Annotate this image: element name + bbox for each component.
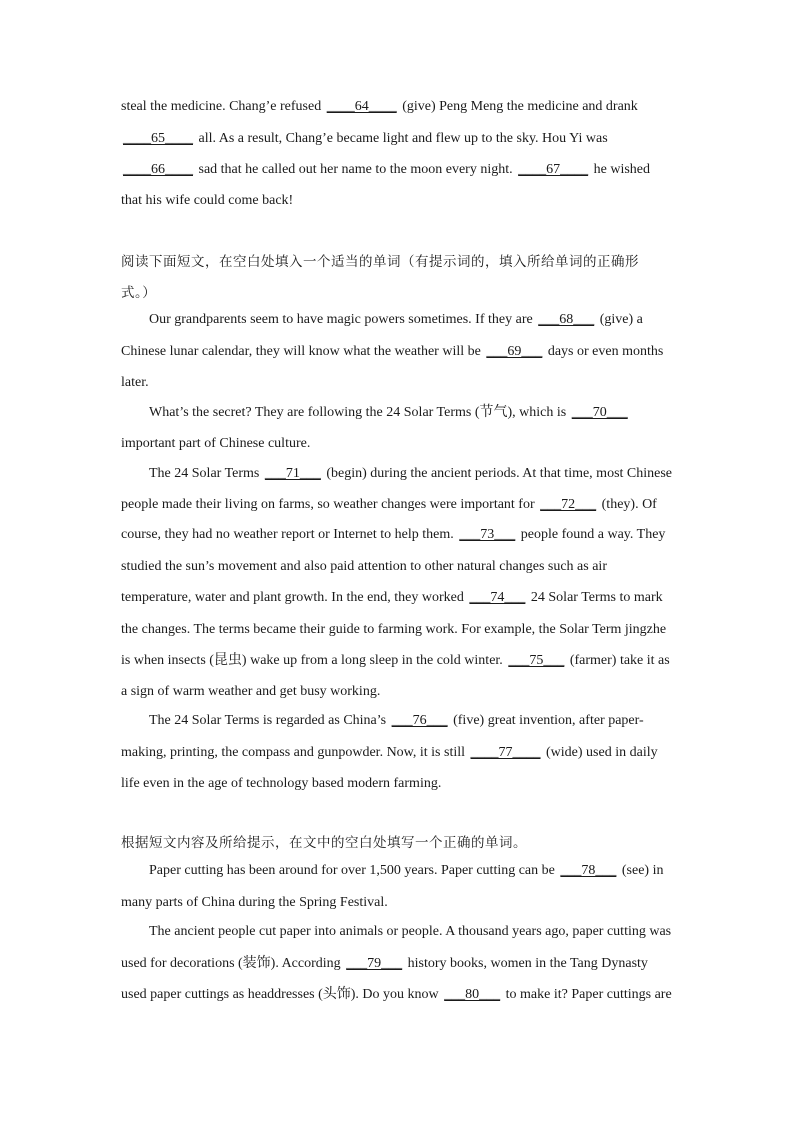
answer-blank[interactable]: ___74___ [469, 590, 526, 605]
answer-blank[interactable]: ___73___ [459, 527, 516, 542]
text-segment: days or even months [544, 344, 664, 359]
text-line [121, 774, 681, 794]
text-segment: (they). Of [598, 497, 657, 512]
text-segment: Paper cutting has been around for over 1,500 years. Paper cutting can be [149, 863, 559, 878]
answer-blank[interactable]: ____77____ [470, 745, 541, 760]
text-segment: What’s the secret? They are following the 24 Solar Terms (节气), which is [149, 405, 570, 420]
text-line [121, 373, 681, 393]
text-segment: 根据短文内容及所给提示，在文中的空白处填写一个正确的单词。 [121, 835, 527, 851]
text-line [121, 620, 681, 640]
text-segment: is when insects (昆虫) wake up from a long sleep in the cold winter. [121, 653, 507, 668]
answer-blank[interactable]: ___69___ [486, 344, 543, 359]
text-line [149, 464, 709, 484]
instruction-line [121, 833, 681, 853]
text-line [121, 191, 681, 211]
text-line [121, 743, 681, 763]
text-segment: The 24 Solar Terms is regarded as China’s [149, 713, 390, 728]
text-line [121, 129, 681, 149]
text-segment: temperature, water and plant growth. In the end, they worked [121, 590, 468, 605]
answer-blank[interactable]: ____67____ [518, 162, 589, 177]
answer-blank[interactable]: ____64____ [326, 99, 397, 114]
text-segment: history books, women in the Tang Dynasty [404, 956, 648, 971]
answer-blank[interactable]: ___79___ [346, 956, 403, 971]
instruction-line [121, 283, 681, 303]
text-line [121, 985, 681, 1005]
text-segment: (farmer) take it as [566, 653, 670, 668]
text-line [149, 310, 709, 330]
text-line [121, 160, 681, 180]
text-line [121, 495, 681, 515]
text-segment: to make it? Paper cuttings are [502, 987, 672, 1002]
text-segment: all. As a result, Chang’e became light and flew up to the sky. Hou Yi was [195, 131, 608, 146]
text-segment: important part of Chinese culture. [121, 436, 311, 451]
text-segment: used paper cuttings as headdresses (头饰). Do you know [121, 987, 443, 1002]
text-segment: (give) Peng Meng the medicine and drank [398, 99, 638, 114]
text-line [121, 588, 681, 608]
text-segment: people found a way. They [517, 527, 666, 542]
answer-blank[interactable]: ___80___ [444, 987, 501, 1002]
text-line [121, 97, 681, 117]
text-segment: making, printing, the compass and gunpowder. Now, it is still [121, 745, 469, 760]
answer-blank[interactable]: ____66____ [123, 162, 193, 177]
text-segment: The 24 Solar Terms [149, 466, 263, 481]
text-segment: many parts of China during the Spring Festival. [121, 895, 388, 910]
answer-blank[interactable]: ___68___ [538, 312, 595, 327]
text-line [149, 403, 709, 423]
text-line [121, 525, 681, 545]
text-line [149, 922, 709, 942]
text-line [149, 711, 709, 731]
answer-blank[interactable]: ___76___ [391, 713, 448, 728]
text-segment: later. [121, 375, 149, 390]
instruction-line [121, 252, 681, 272]
text-segment: the changes. The terms became their guide to farming work. For example, the Solar Term jingzhe [121, 622, 667, 637]
text-line [121, 557, 681, 577]
text-segment: people made their living on farms, so weather changes were important for [121, 497, 539, 512]
text-line [121, 342, 681, 362]
text-segment: The ancient people cut paper into animals or people. A thousand years ago, paper cutting was [149, 924, 672, 939]
text-segment: (wide) used in daily [542, 745, 658, 760]
text-segment: life even in the age of technology based modern farming. [121, 776, 442, 791]
text-segment: used for decorations (装饰). According [121, 956, 345, 971]
text-segment: studied the sun’s movement and also paid attention to other natural changes such as air [121, 559, 607, 574]
text-line [149, 861, 709, 881]
text-line [121, 893, 681, 913]
text-line [121, 682, 681, 702]
text-segment: (see) in [618, 863, 664, 878]
text-line [121, 434, 681, 454]
answer-blank[interactable]: ___72___ [540, 497, 597, 512]
text-line [121, 651, 681, 671]
answer-blank[interactable]: ___75___ [508, 653, 565, 668]
text-segment: he wished [590, 162, 651, 177]
text-segment: a sign of warm weather and get busy working. [121, 684, 381, 699]
text-segment: Chinese lunar calendar, they will know what the weather will be [121, 344, 485, 359]
text-segment: sad that he called out her name to the moon every night. [195, 162, 517, 177]
answer-blank[interactable]: ___70___ [571, 405, 628, 420]
text-segment: that his wife could come back! [121, 193, 294, 208]
text-segment: 阅读下面短文，在空白处填入一个适当的单词（有提示词的，填入所给单词的正确形 [121, 254, 639, 270]
text-segment: 式。） [121, 285, 157, 301]
text-segment: 24 Solar Terms to mark [527, 590, 663, 605]
text-segment: (give) a [596, 312, 643, 327]
answer-blank[interactable]: ___71___ [264, 466, 321, 481]
text-segment: course, they had no weather report or Internet to help them. [121, 527, 458, 542]
answer-blank[interactable]: ___78___ [560, 863, 617, 878]
text-segment: Our grandparents seem to have magic powers sometimes. If they are [149, 312, 537, 327]
text-line [121, 954, 681, 974]
answer-blank[interactable]: ____65____ [123, 131, 193, 146]
text-segment: (begin) during the ancient periods. At that time, most Chinese [322, 466, 673, 481]
text-segment: steal the medicine. Chang’e refused [121, 99, 325, 114]
text-segment: (five) great invention, after paper- [449, 713, 644, 728]
